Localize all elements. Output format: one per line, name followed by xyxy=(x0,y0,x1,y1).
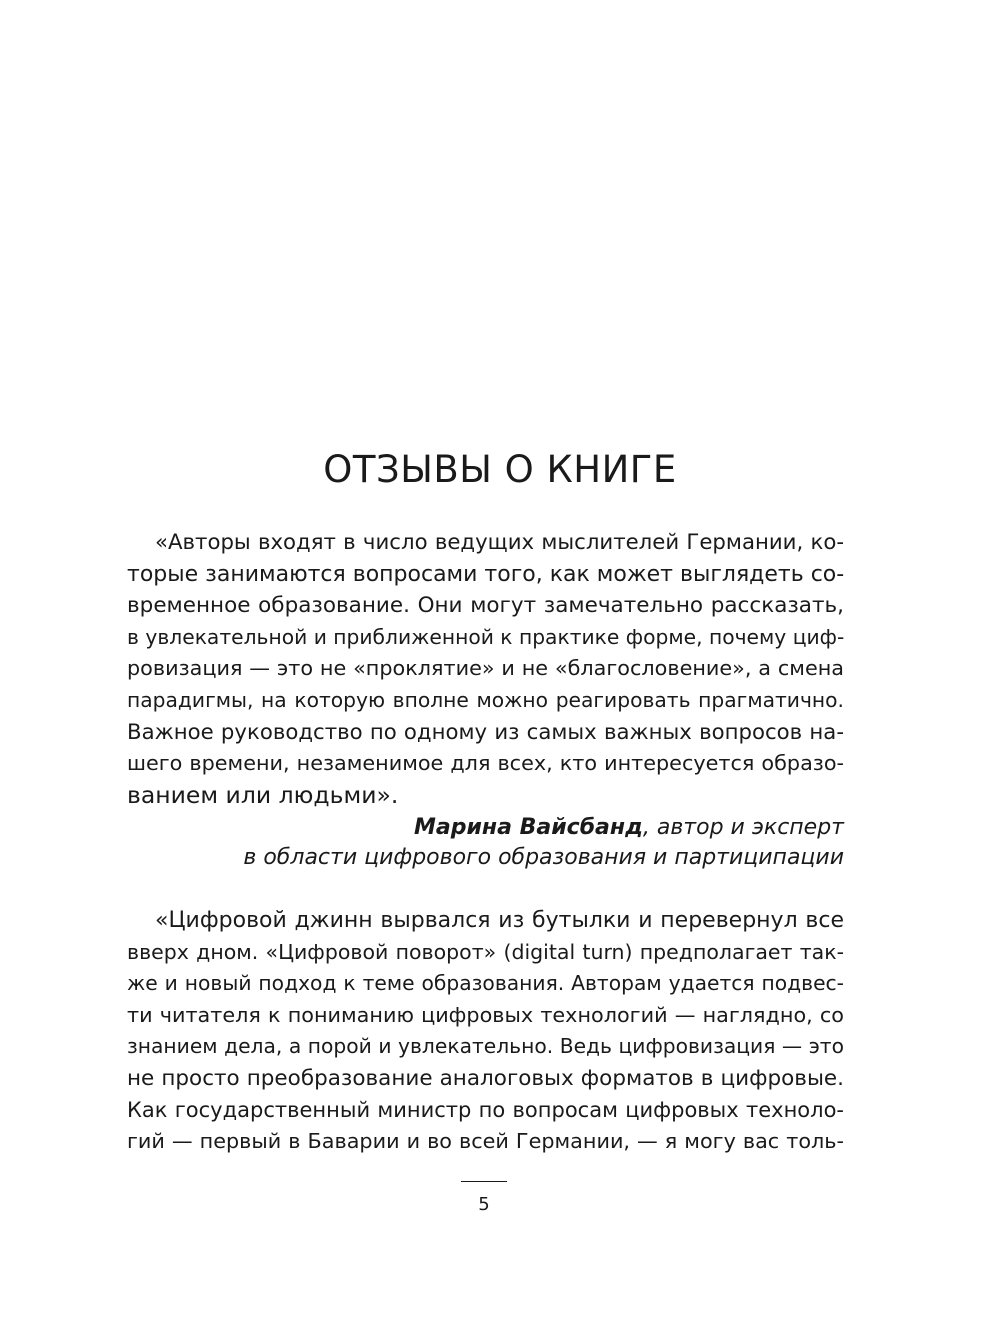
text-line: Важное руководство по одному из самых важных вопросов на- xyxy=(127,719,844,745)
page-number: 5 xyxy=(478,1194,490,1215)
text-line: гий — первый в Баварии и во всей Германии, — я могу вас толь- xyxy=(127,1129,844,1154)
text-line: Как государственный министр по вопросам цифровых техноло- xyxy=(127,1097,844,1122)
text-line: знанием дела, а порой и увлекательно. Ведь цифровизация — это xyxy=(127,1034,844,1059)
review-2-text xyxy=(127,905,844,1158)
text-line: не просто преобразование аналоговых форматов в цифровые. xyxy=(127,1065,844,1091)
text-line: «Цифровой джинн вырвался из бутылки и перевернул все xyxy=(155,908,844,933)
review-1-author-role: , автор и эксперт xyxy=(642,815,844,840)
text-line: шего времени, незаменимое для всех, кто интересуется образо- xyxy=(127,751,844,776)
review-1-text xyxy=(127,527,844,811)
text-line: «Авторы входят в число ведущих мыслителей Германии, ко- xyxy=(155,530,844,555)
text-line: в увлекательной и приближенной к практике форме, почему циф- xyxy=(127,624,845,649)
review-1-attribution xyxy=(127,813,844,873)
review-1-author: Марина Вайсбанд xyxy=(414,815,643,840)
text-line: ти читателя к пониманию цифровых технологий — наглядно, со xyxy=(127,1002,844,1027)
footer-divider xyxy=(461,1181,507,1182)
page-title: ОТЗЫВЫ О КНИГЕ xyxy=(323,448,677,491)
text-line: же и новый подход к теме образования. Авторам удается подвес- xyxy=(127,971,844,996)
text-line: ванием или людьми». xyxy=(127,780,399,809)
text-line: парадигмы, на которую вполне можно реагировать прагматично. xyxy=(127,687,844,712)
text-line: временное образование. Они могут замечательно рассказать, xyxy=(127,593,844,619)
text-line: вверх дном. «Цифровой поворот» (digital turn) предполагает так- xyxy=(127,939,844,964)
review-1-author-role-cont: в области цифрового образования и партиципации xyxy=(243,845,844,870)
text-line: торые занимаются вопросами того, как может выглядеть со- xyxy=(127,561,845,587)
text-line: ровизация — это не «проклятие» и не «благословение», а смена xyxy=(127,656,844,681)
